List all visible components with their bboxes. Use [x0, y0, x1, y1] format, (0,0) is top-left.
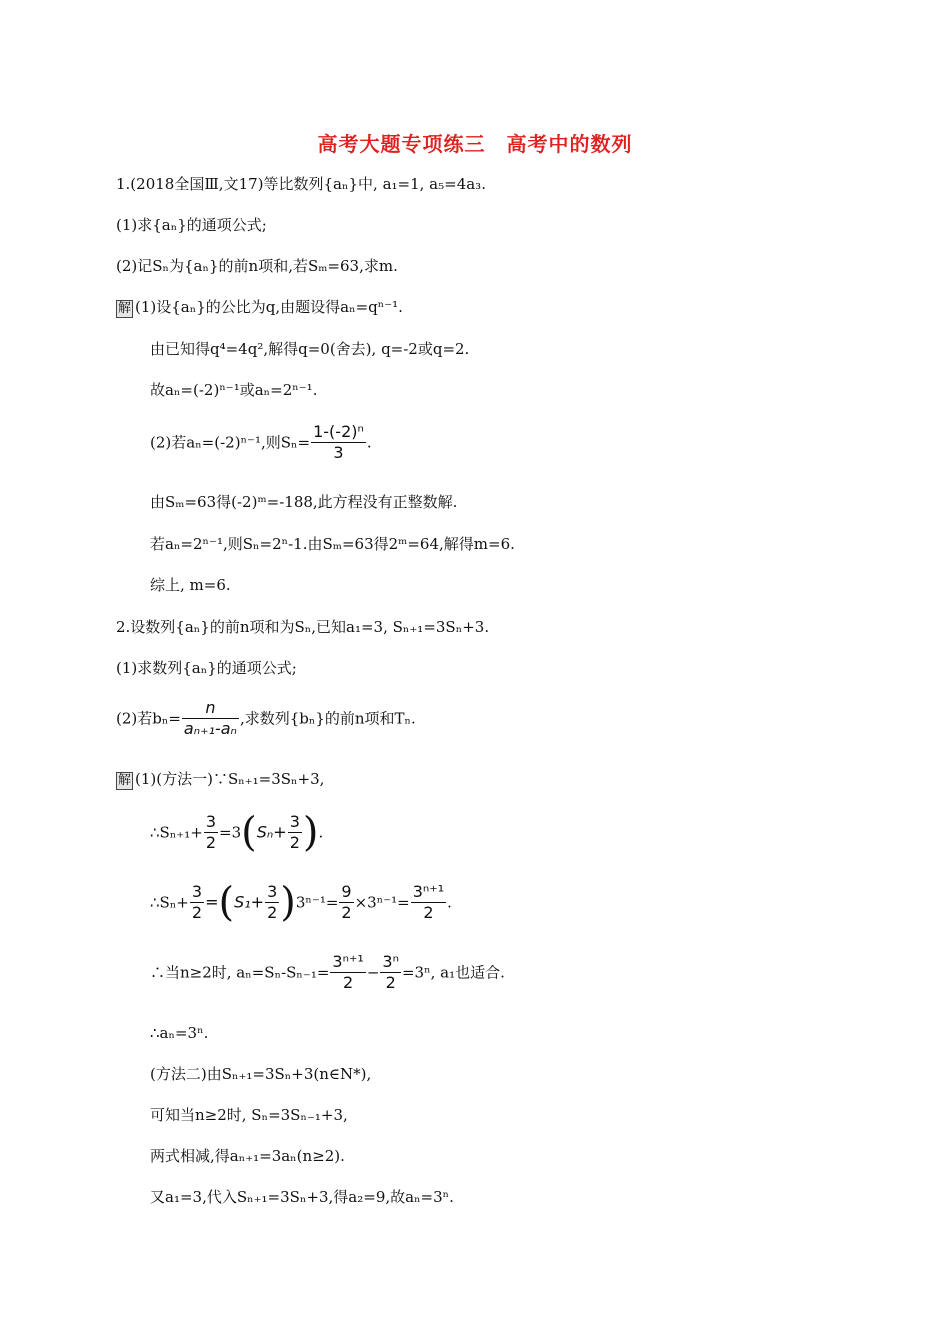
fraction-numerator: 3: [205, 812, 216, 831]
question-text: ,求数列{bₙ}的前n项和Tₙ.: [239, 709, 416, 728]
question-text: (2)若bₙ=: [116, 709, 181, 728]
problem-2-solution-line-8: 两式相减,得aₙ₊₁=3aₙ(n≥2).: [150, 1147, 345, 1165]
fraction-denominator: 2: [423, 903, 434, 922]
solution-text: 3ⁿ⁻¹=: [295, 893, 339, 912]
fraction-denominator: aₙ₊₁-aₙ: [183, 719, 237, 738]
solution-text: ∴Sₙ+: [150, 893, 189, 912]
solution-text: (2)若aₙ=(-2)ⁿ⁻¹,则Sₙ=: [150, 433, 311, 452]
problem-2-solution-line-9: 又a₁=3,代入Sₙ₊₁=3Sₙ+3,得a₂=9,故aₙ=3ⁿ.: [150, 1188, 454, 1206]
problem-1-solution-line-2: 由已知得q⁴=4q²,解得q=0(舍去), q=-2或q=2.: [150, 340, 470, 358]
solution-text: S₁+: [234, 892, 265, 912]
answer-tag: 解: [118, 773, 132, 788]
fraction-numerator: 3: [267, 882, 278, 901]
problem-2-solution-line-7: 可知当n≥2时, Sₙ=3Sₙ₋₁+3,: [150, 1106, 348, 1124]
right-paren: ): [280, 879, 296, 926]
fraction: [204, 812, 218, 853]
fraction: [265, 882, 279, 923]
fraction-numerator: 3ⁿ⁺¹: [412, 882, 445, 901]
answer-tag: 解: [118, 301, 132, 316]
problem-1-question-1: (1)求{aₙ}的通项公式;: [116, 216, 267, 234]
left-paren: (: [241, 809, 257, 856]
problem-1-stem: 1.(2018全国Ⅲ,文17)等比数列{aₙ}中, a₁=1, a₅=4a₃.: [116, 175, 486, 193]
right-paren: ): [302, 809, 319, 856]
fraction-denominator: 2: [289, 833, 300, 852]
fraction-denominator: 2: [191, 903, 203, 922]
problem-2-stem: 2.设数列{aₙ}的前n项和为Sₙ,已知a₁=3, Sₙ₊₁=3Sₙ+3.: [116, 618, 490, 636]
solution-text: =: [205, 892, 219, 912]
left-paren: (: [218, 879, 235, 926]
fraction-numerator: 1-(-2)ⁿ: [313, 422, 364, 441]
fraction-denominator: 3: [333, 443, 344, 462]
solution-text: =3ⁿ, a₁也适合.: [401, 963, 505, 982]
page-title: 高考大题专项练三 高考中的数列: [317, 132, 633, 156]
fraction-numerator: 3ⁿ⁺¹: [332, 952, 364, 971]
problem-2-solution-line-3: ∴Sₙ+ $\frac{3}{2}$ =(S₁+ $\frac{3}{2}$ )3ⁿ⁻¹= $\frac{9}{2}$ ×3ⁿ⁻¹= $\frac{\text{3ⁿ⁺¹}}{2}$ .: [150, 879, 452, 926]
solution-text: =3: [219, 823, 242, 842]
fraction: [411, 882, 446, 923]
solution-text: ∴当n≥2时, aₙ=Sₙ-Sₙ₋₁=: [150, 963, 330, 982]
fraction-denominator: 2: [343, 973, 354, 992]
fraction-numerator: 3: [289, 812, 300, 831]
problem-2-solution-line-5: ∴aₙ=3ⁿ.: [150, 1024, 209, 1042]
fraction-numerator: 9: [341, 882, 352, 901]
problem-1-solution-line-4: (2)若aₙ=(-2)ⁿ⁻¹,则Sₙ= $\frac{\text{1-(-2)ⁿ}}{3}$ .: [150, 422, 372, 462]
solution-text: (1)设{aₙ}的公比为q,由题设得aₙ=qⁿ⁻¹.: [135, 298, 403, 316]
solution-text: ×3ⁿ⁻¹=: [354, 893, 410, 912]
fraction-numerator: n: [182, 698, 239, 719]
fraction-denominator: 2: [385, 973, 396, 992]
problem-2-question-1: (1)求数列{aₙ}的通项公式;: [116, 659, 297, 677]
fraction: [339, 882, 353, 923]
problem-2-question-2: [116, 698, 416, 739]
fraction: [330, 952, 365, 993]
problem-1-solution-line-5: 由Sₘ=63得(-2)ᵐ=-188,此方程没有正整数解.: [150, 493, 458, 511]
fraction: [182, 698, 239, 739]
problem-1-solution-line-7: 综上, m=6.: [150, 576, 231, 594]
problem-2-solution-line-2: ∴Sₙ₊₁+ $\frac{3}{2}$ =3(Sₙ+ $\frac{3}{2}$ ).: [150, 809, 324, 856]
problem-1-solution-line-3: 故aₙ=(-2)ⁿ⁻¹或aₙ=2ⁿ⁻¹.: [150, 381, 318, 399]
problem-1-solution-line-1: [116, 297, 403, 318]
problem-2-solution-line-4: [150, 952, 505, 993]
fraction: [380, 952, 401, 993]
solution-text: (1)(方法一)∵Sₙ₊₁=3Sₙ+3,: [135, 770, 325, 788]
solution-text: Sₙ+: [256, 822, 287, 842]
problem-2-solution-line-1: [116, 769, 324, 790]
fraction-denominator: 2: [205, 833, 216, 852]
problem-1-solution-line-6: 若aₙ=2ⁿ⁻¹,则Sₙ=2ⁿ-1.由Sₘ=63得2ᵐ=64,解得m=6.: [150, 535, 515, 553]
fraction-numerator: 3: [191, 882, 203, 901]
fraction-denominator: 2: [341, 903, 352, 922]
fraction: [190, 882, 204, 923]
solution-text: ∴Sₙ₊₁+: [150, 823, 203, 842]
problem-2-solution-line-6: (方法二)由Sₙ₊₁=3Sₙ+3(n∈N*),: [150, 1065, 372, 1083]
minus-sign: −: [366, 963, 380, 982]
problem-1-question-2: (2)记Sₙ为{aₙ}的前n项和,若Sₘ=63,求m.: [116, 257, 398, 275]
fraction-denominator: 2: [267, 903, 278, 922]
fraction-numerator: 3ⁿ: [382, 952, 399, 971]
fraction: [288, 812, 302, 853]
fraction: [311, 422, 366, 463]
